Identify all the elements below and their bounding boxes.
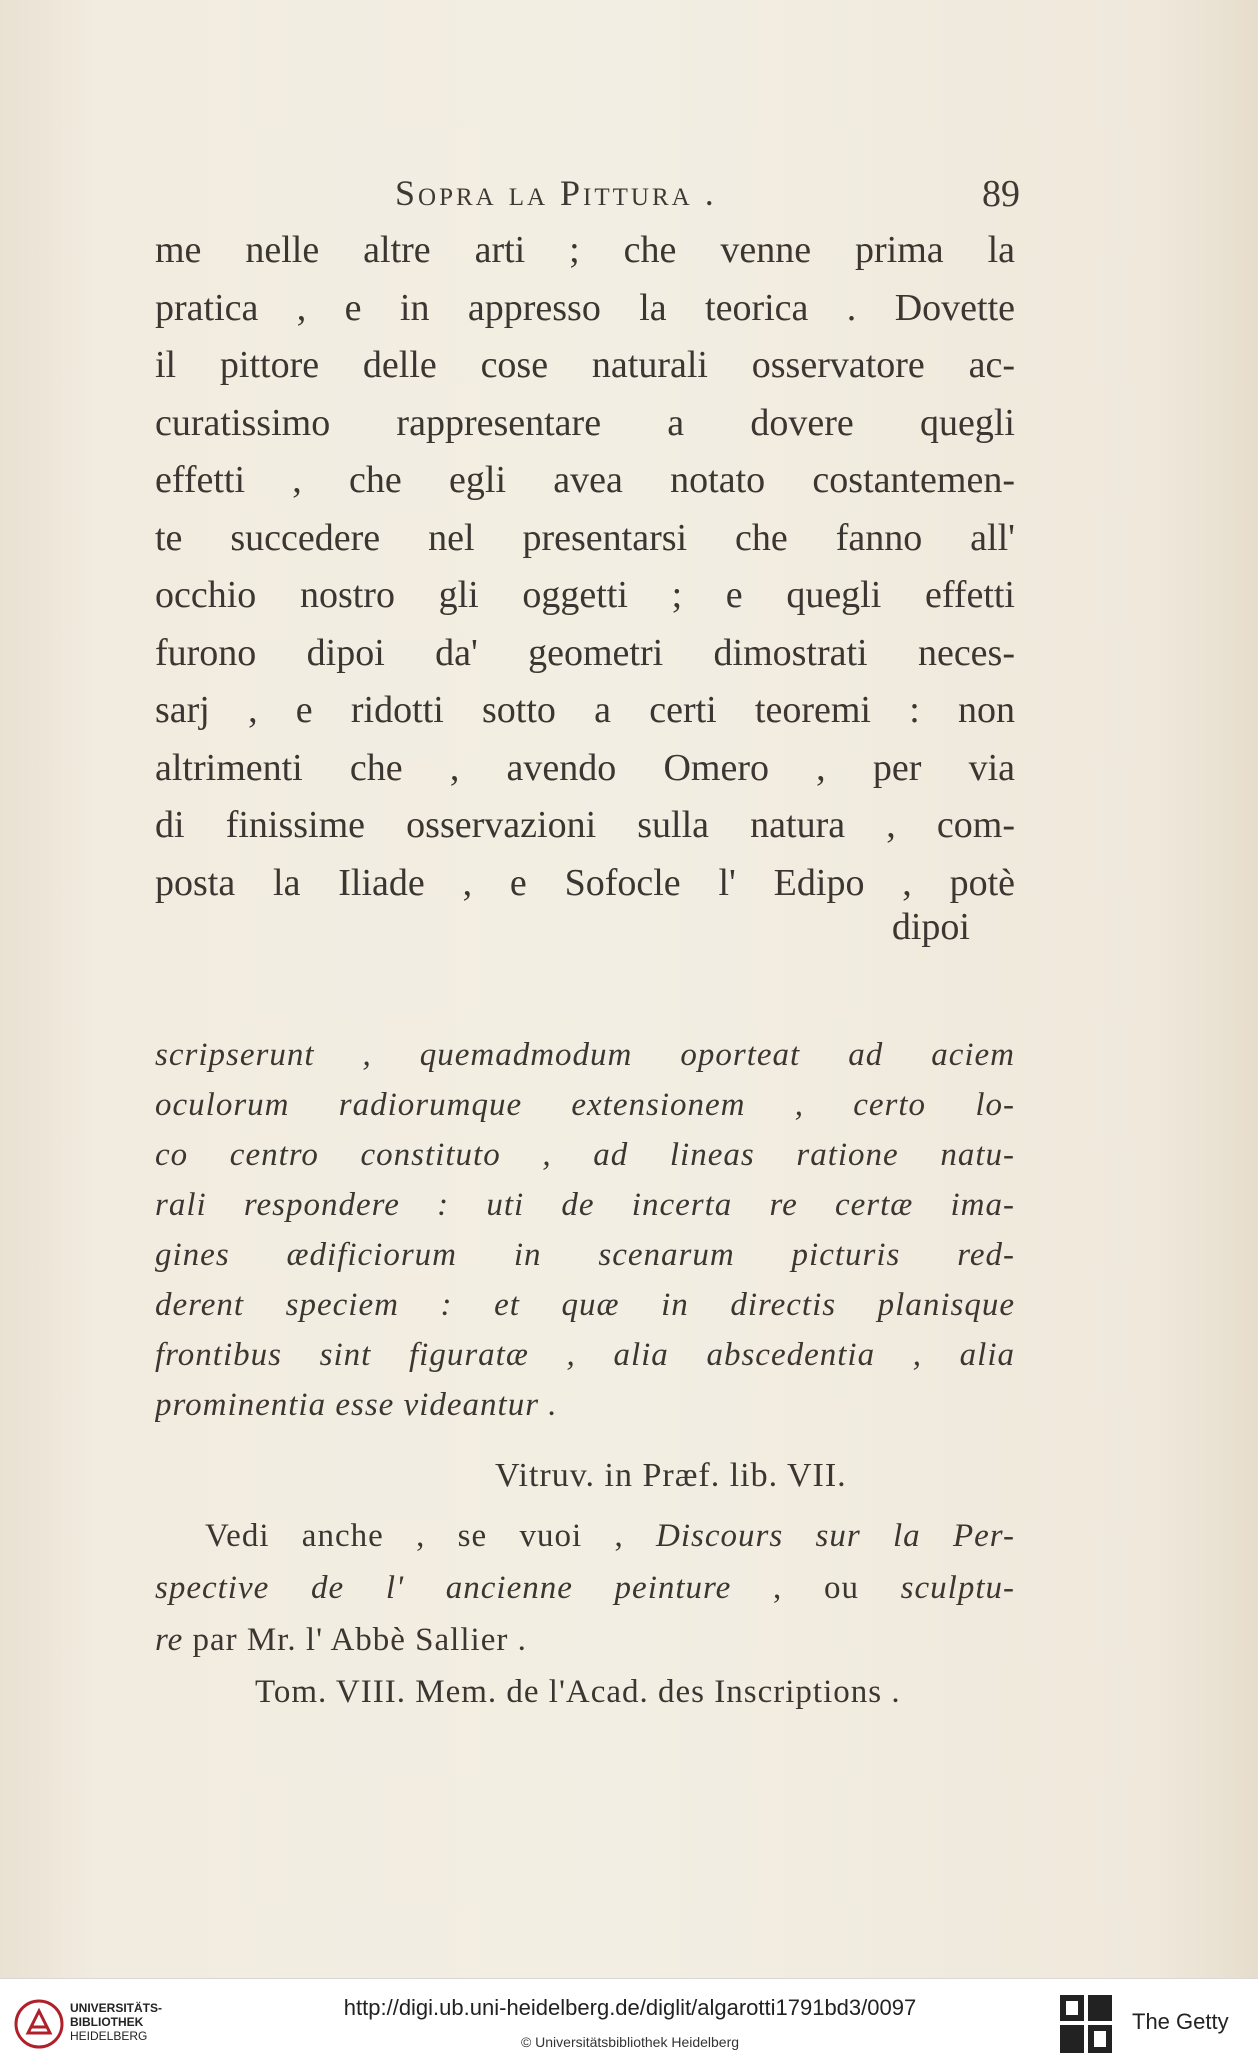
note-line: scripserunt , quemadmodum oporteat ad aciem (155, 1037, 1015, 1073)
reference-title: spective de l' ancienne peinture (155, 1570, 732, 1606)
library-name-line: BIBLIOTHEK (70, 2015, 144, 2029)
getty-logo-icon (1058, 1993, 1114, 2055)
text-line: furono dipoi da' geometri dimostrati neces- (155, 631, 1015, 674)
note-line: derent speciem : et quæ in directis planisque (155, 1287, 1015, 1323)
partner-name: The Getty (1132, 2009, 1229, 2034)
permalink-url[interactable]: http://digi.ub.uni-heidelberg.de/diglit/algarotti1791bd3/0097 (343, 1995, 917, 2020)
main-text (155, 222, 1015, 912)
references (155, 1510, 1015, 1718)
note-line: frontibus sint figuratæ , alia abscedentia , alia (155, 1337, 1015, 1373)
text-line: te succedere nel presentarsi che fanno all' (155, 516, 1015, 559)
text-line: effetti , che egli avea notato costantemen- (155, 459, 1015, 501)
page-number: 89 (982, 173, 1020, 215)
catchword: dipoi (891, 906, 970, 948)
note-line: rali respondere : uti de incerta re certæ ima- (155, 1187, 1015, 1223)
note-line: prominentia esse videantur . (155, 1387, 558, 1423)
reference-title: re (155, 1622, 184, 1658)
running-title: Sopra la Pittura . (395, 173, 717, 213)
text-line: occhio nostro gli oggetti ; e quegli effetti (155, 574, 1015, 616)
note-line: oculorum radiorumque extensionem , certo lo- (155, 1087, 1015, 1123)
text-line: altrimenti che , avendo Omero , per via (155, 746, 1015, 789)
footer-bar (0, 1978, 1258, 2069)
text-line: il pittore delle cose naturali osservatore ac- (155, 344, 1015, 386)
text-line: posta la Iliade , e Sofocle l' Edipo , potè (155, 861, 1015, 904)
note-line: gines ædificiorum in scenarum picturis red- (155, 1237, 1015, 1273)
text-line: pratica , e in appresso la teorica . Dovette (155, 286, 1015, 329)
text-line: curatissimo rappresentare a dovere quegli (155, 401, 1015, 444)
note-line: co centro constituto , ad lineas ratione natu- (155, 1137, 1015, 1173)
reference-line (155, 1614, 1015, 1666)
footnote-quotation (155, 1030, 1015, 1430)
reference-text: , ou (731, 1570, 901, 1606)
text-line: me nelle altre arti ; che venne prima la (155, 229, 1015, 271)
university-library-logo-icon (14, 1999, 64, 2049)
text-line: sarj , e ridotti sotto a certi teoremi : non (155, 689, 1015, 731)
reference-line: Tom. VIII. Mem. de l'Acad. des Inscriptions . (255, 1674, 901, 1710)
library-name-line: HEIDELBERG (70, 2029, 148, 2043)
running-head (150, 172, 1020, 222)
reference-title: Discours sur la Per- (656, 1518, 1015, 1554)
reference-text: Vedi anche , se vuoi , (205, 1518, 657, 1554)
reference-line (155, 1562, 1015, 1614)
university-library-name (70, 2001, 190, 2043)
copyright-notice: © Universitätsbibliothek Heidelberg (520, 2034, 740, 2050)
text-line: di finissime osservazioni sulla natura , com- (155, 804, 1015, 846)
reference-line (155, 1510, 1015, 1562)
reference-title: sculptu- (900, 1570, 1015, 1606)
note-citation: Vitruv. in Præf. lib. VII. (495, 1457, 847, 1494)
reference-text: par Mr. l' Abbè Sallier . (183, 1622, 527, 1658)
library-name-line: UNIVERSITÄTS- (70, 2001, 163, 2015)
